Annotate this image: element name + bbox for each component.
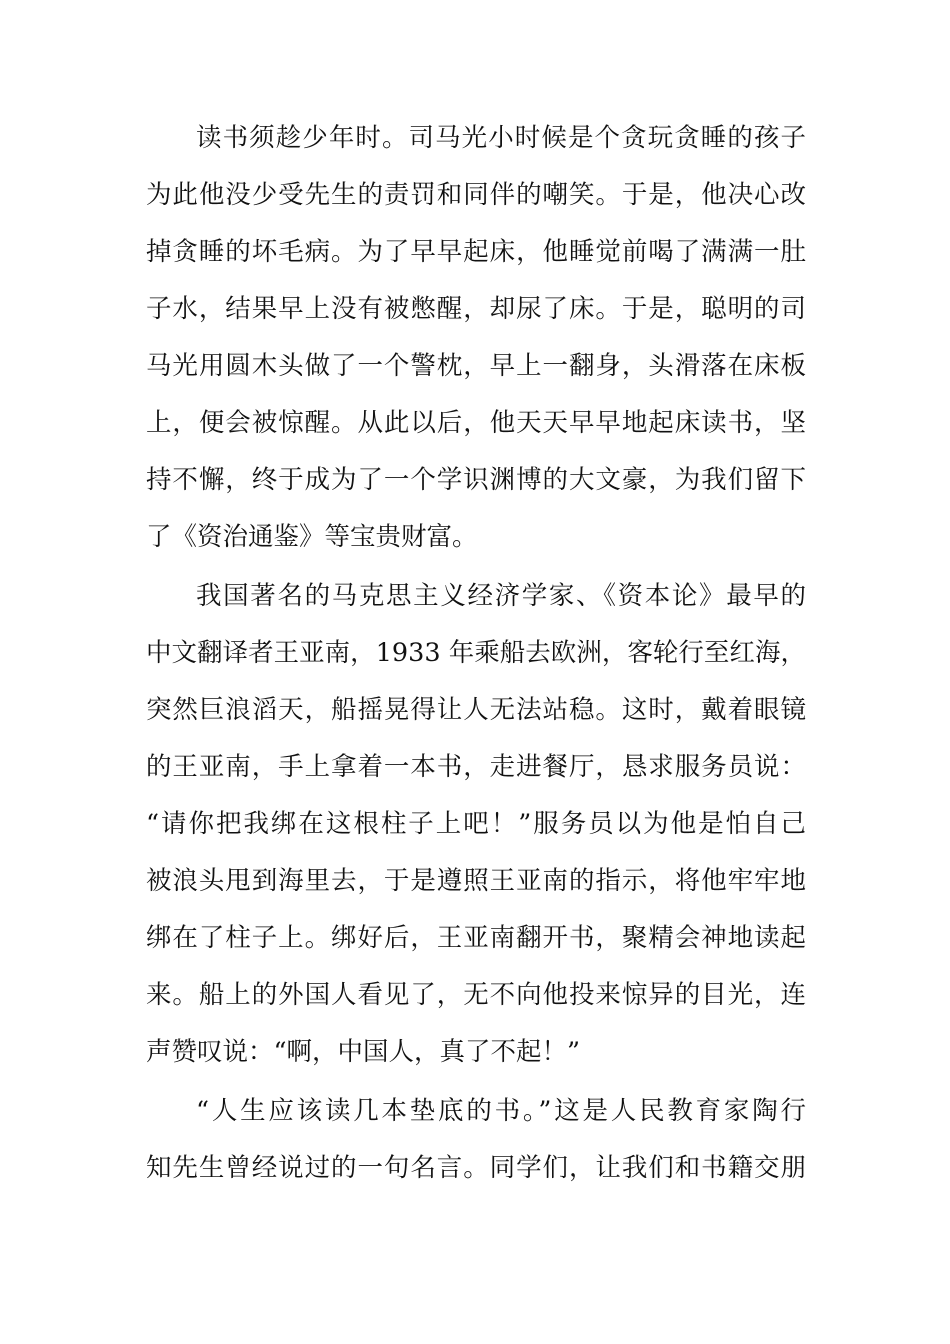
paragraph-2-line-1: 我国著名的马克思主义经济学家、《资本论》最早的 xyxy=(196,581,806,611)
paragraph-2-line-2: 中文翻译者王亚南，1933 年乘船去欧洲，客轮行至红海， xyxy=(146,638,806,668)
paragraph-2-line-9: 声赞叹说：“啊，中国人，真了不起！” xyxy=(146,1037,581,1067)
paragraph-1-line-5: 马光用圆木头做了一个警枕，早上一翻身，头滑落在床板 xyxy=(146,351,806,381)
paragraph-3-line-1: “人生应该读几本垫底的书。”这是人民教育家陶行 xyxy=(196,1096,806,1126)
paragraph-2-line-8: 来。船上的外国人看见了，无不向他投来惊异的目光，连 xyxy=(146,980,806,1010)
paragraph-2-line-7: 绑在了柱子上。绑好后，王亚南翻开书，聚精会神地读起 xyxy=(146,923,806,953)
paragraph-2-line-3: 突然巨浪滔天，船摇晃得让人无法站稳。这时，戴着眼镜 xyxy=(146,695,806,725)
paragraph-2-line-4: 的王亚南，手上拿着一本书，走进餐厅，恳求服务员说： xyxy=(146,752,806,782)
paragraph-1-line-7: 持不懈，终于成为了一个学识渊博的大文豪，为我们留下 xyxy=(146,465,806,495)
paragraph-1-line-1: 读书须趁少年时。司马光小时候是个贪玩贪睡的孩子 xyxy=(196,123,806,153)
paragraph-2-line-6: 被浪头甩到海里去，于是遵照王亚南的指示，将他牢牢地 xyxy=(146,866,806,896)
paragraph-1-line-6: 上，便会被惊醒。从此以后，他天天早早地起床读书，坚 xyxy=(146,408,806,438)
paragraph-1-line-4: 子水，结果早上没有被憋醒，却尿了床。于是，聪明的司 xyxy=(146,294,806,324)
paragraph-1-line-2: 为此他没少受先生的责罚和同伴的嘲笑。于是，他决心改 xyxy=(146,180,806,210)
paragraph-2-line-5: “请你把我绑在这根柱子上吧！”服务员以为他是怕自己 xyxy=(146,809,806,839)
paragraph-1-line-8: 了《资治通鉴》等宝贵财富。 xyxy=(146,522,478,552)
paragraph-1-line-3: 掉贪睡的坏毛病。为了早早起床，他睡觉前喝了满满一肚 xyxy=(146,237,806,267)
paragraph-3-line-2: 知先生曾经说过的一句名言。同学们，让我们和书籍交朋 xyxy=(146,1153,806,1183)
